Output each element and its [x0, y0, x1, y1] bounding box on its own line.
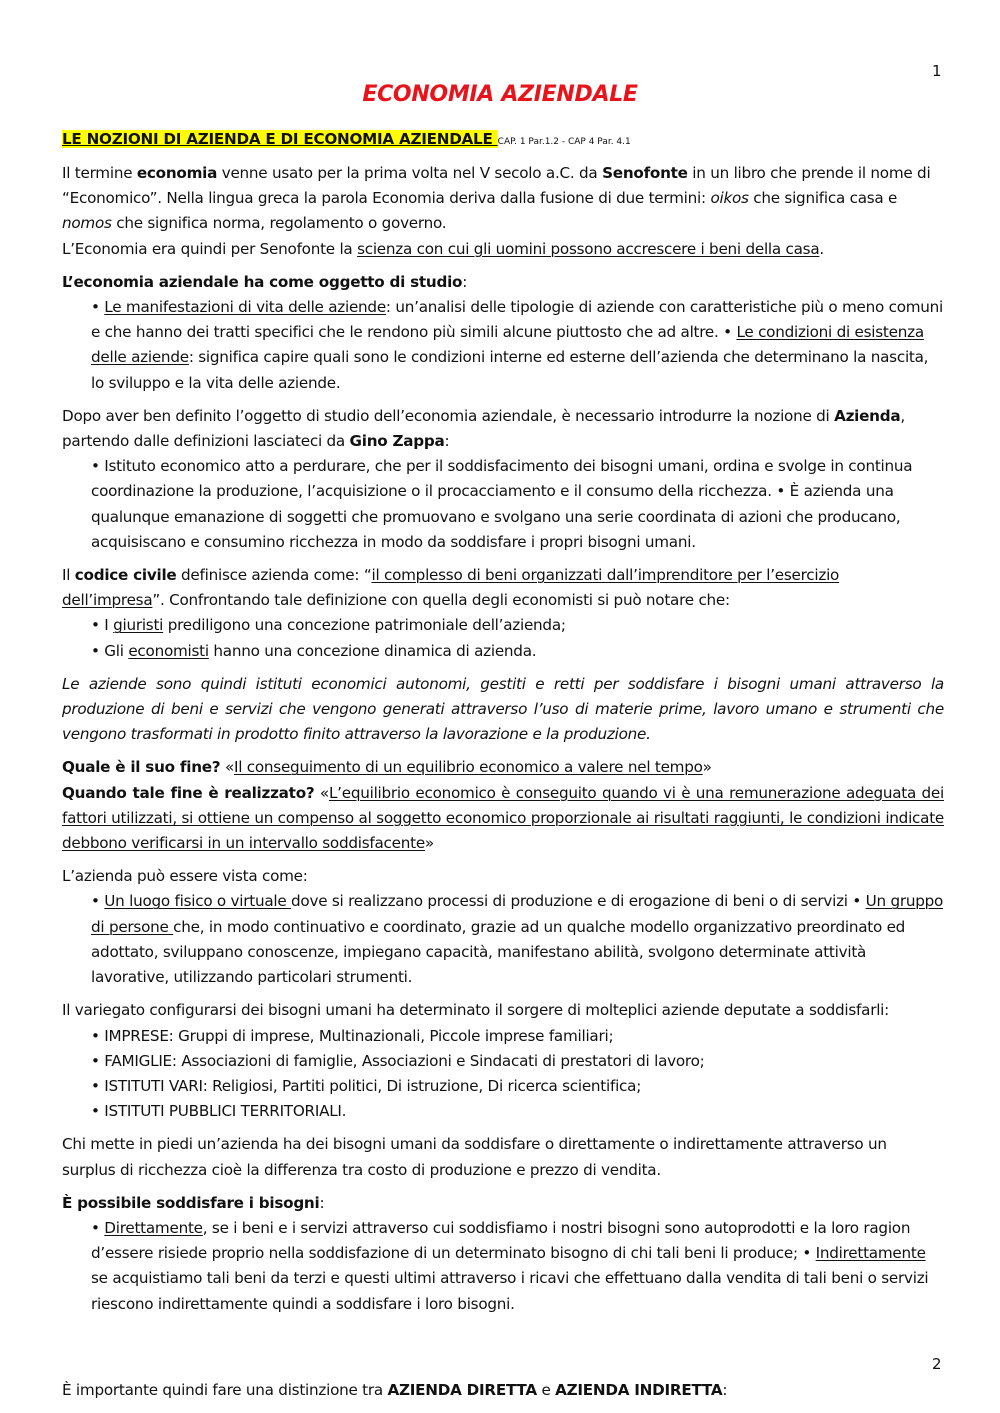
vista-list: • Un luogo fisico o virtuale dove si realizzano processi di produzione e di erogazione di beni o di servizi • Un gruppo di persone che, in modo continuativo e coordinato, grazie ad un qualche modello organizzativo preordinato ed adottato, sviluppano conoscenze, impiegano capacità, manifestano abilità, svolgono determinate attività lavorative, utilizzando particolari strumenti. [91, 892, 944, 987]
paragraph-surplus: Chi mette in piedi un’azienda ha dei bisogni umani da soddisfare o direttamente o indirettamente attraverso un surplus di ricchezza cioè la differenza tra costo di produzione e prezzo di vendita. [62, 1135, 887, 1179]
page-number: 1 [932, 62, 942, 80]
section-heading-text: LE NOZIONI DI AZIENDA E DI ECONOMIA AZIENDALE [62, 130, 498, 148]
soddisfare-heading: È possibile soddisfare i bisogni: [62, 1193, 325, 1212]
chapter-reference: CAP. 1 Par.1.2 - CAP 4 Par. 4.1 [497, 137, 631, 147]
document-body [62, 128, 944, 1317]
list-item: • ISTITUTI PUBBLICI TERRITORIALI. [91, 1102, 347, 1121]
section-heading [62, 128, 944, 153]
paragraph-codice-civile: Il codice civile definisce azienda come: “il complesso di beni organizzati dall’imprenditore per l’esercizio dell’impresa”. Confrontando tale definizione con quella degli economisti si può notare che: [62, 566, 840, 610]
paragraph-senofonte: L’Economia era quindi per Senofonte la scienza con cui gli uomini possono accrescere i beni della casa. [62, 239, 824, 258]
oggetto-heading: L’economia aziendale ha come oggetto di studio: [62, 272, 468, 291]
oggetto-list: • Le manifestazioni di vita delle aziende: un’analisi delle tipologie di aziende con caratteristiche più o meno comuni e che hanno dei tratti specifici che le rendono più simili alcune piuttosto che ad altre. • Le condizioni di esistenza delle aziende: significa capire quali sono le condizioni interne ed esterne dell’azienda che determinano la nascita, lo sviluppo e la vita delle aziende. [91, 298, 944, 392]
document-title: ECONOMIA AZIENDALE [362, 82, 638, 107]
list-item: • ISTITUTI VARI: Religiosi, Partiti politici, Di istruzione, Di ricerca scientifica; [91, 1076, 642, 1095]
paragraph-distinzione: È importante quindi fare una distinzione tra AZIENDA DIRETTA e AZIENDA INDIRETTA: [62, 1381, 728, 1399]
vista-intro: L’azienda può essere vista come: [62, 867, 308, 886]
list-item-economisti: • Gli economisti hanno una concezione dinamica di azienda. [91, 641, 537, 660]
zappa-definitions: • Istituto economico atto a perdurare, che per il soddisfacimento dei bisogni umani, ordina e svolge in continua coordinazione la produzione, l’acquisizione o il procacciamento e il consumo della ricchezza. • È azienda una qualunque emanazione di soggetti che promuovano e svolgano una serie coordinata di azioni che producano, acquisiscano e consumino ricchezza in modo da soddisfare i propri bisogni umani. [91, 457, 913, 551]
summary-italic: Le aziende sono quindi istituti economici autonomi, gestiti e retti per soddisfare i bisogni umani attraverso la produzione di beni e servizi che vengono generati attraverso l’uso di materie prime, lavoro umano e strumenti che vengono trasformati in prodotto finito attraverso la lavorazione e la produzione. [62, 674, 944, 744]
paragraph-economia: Il termine economia venne usato per la prima volta nel V secolo a.C. da Senofonte in un libro che prende il nome di “Economico”. Nella lingua greca la parola Economia deriva dalla fusione di due termini: oikos che significa casa e nomos che significa norma, regolamento o governo. [62, 164, 931, 233]
tipi-intro: Il variegato configurarsi dei bisogni umani ha determinato il sorgere di molteplici aziende deputate a soddisfarli: [62, 1001, 890, 1020]
list-item: • IMPRESE: Gruppi di imprese, Multinazionali, Piccole imprese familiari; [91, 1026, 614, 1045]
list-item-giuristi: • I giuristi prediligono una concezione patrimoniale dell’azienda; [91, 616, 566, 635]
page-number: 2 [932, 1355, 942, 1373]
list-item: • FAMIGLIE: Associazioni di famiglie, Associazioni e Sindacati di prestatori di lavoro; [91, 1051, 705, 1070]
paragraph-zappa: Dopo aver ben definito l’oggetto di studio dell’economia aziendale, è necessario introdurre la nozione di Azienda, partendo dalle definizioni lasciateci da Gino Zappa: [62, 406, 905, 451]
question-fine: Quale è il suo fine? «Il conseguimento di un equilibrio economico a valere nel tempo» [62, 758, 712, 777]
soddisfare-list: • Direttamente, se i beni e i servizi attraverso cui soddisfiamo i nostri bisogni sono autoprodotti e la loro ragion d’essere risiede proprio nella soddisfazione di un determinato bisogno di chi tali beni li produce; • Indirettamente se acquistiamo tali beni da terzi e questi ultimi attraverso i ricavi che effettuano dalla vendita di tali beni o servizi riescono indirettamente quindi a soddisfare i loro bisogni. [91, 1218, 929, 1313]
question-realizzato: Quando tale fine è realizzato? «L’equilibrio economico è conseguito quando vi è una remunerazione adeguata dei fattori utilizzati, si ottiene un compenso al soggetto economico proporzionale ai risultati raggiunti, le condizioni indicate debbono verificarsi in un intervallo soddisfacente» [62, 783, 944, 853]
